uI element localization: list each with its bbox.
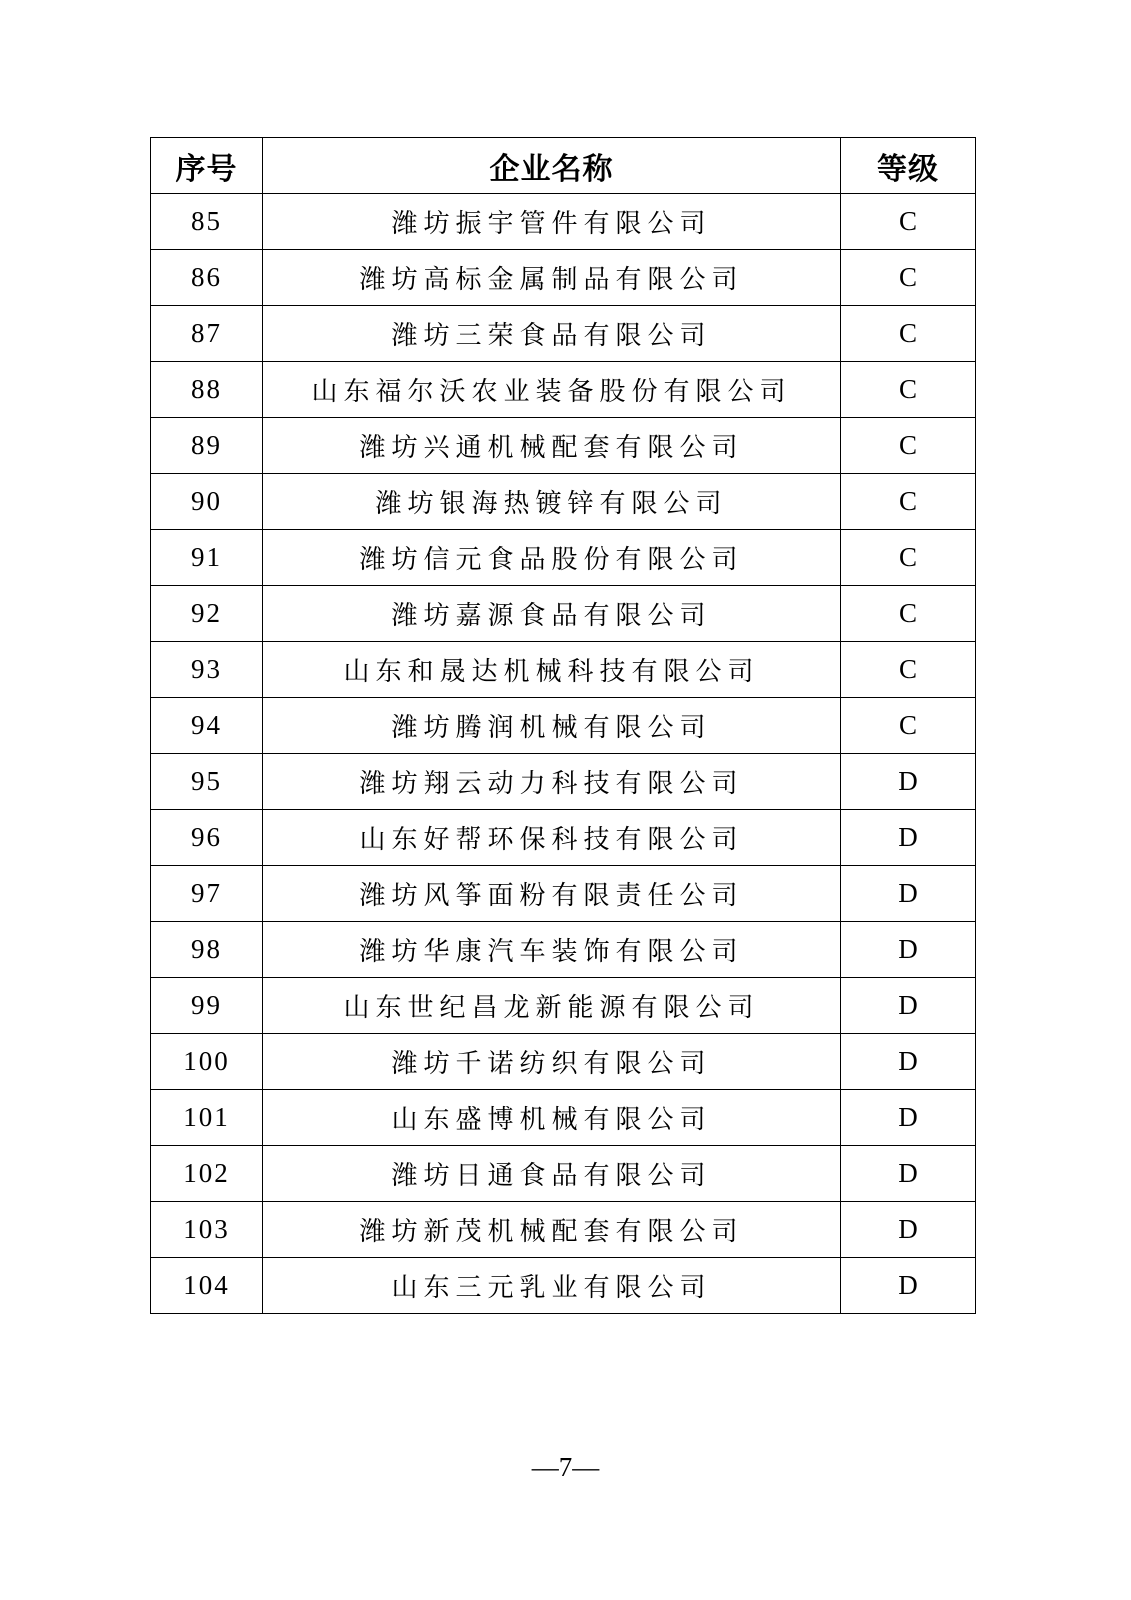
table-row [151, 194, 976, 250]
table-row [151, 866, 976, 922]
table-row [151, 250, 976, 306]
serial-number-cell: 103 [151, 1202, 263, 1258]
serial-number-cell: 101 [151, 1090, 263, 1146]
table-row [151, 418, 976, 474]
serial-number-cell: 95 [151, 754, 263, 810]
grade-cell: C [841, 586, 976, 642]
enterprise-name-cell: 山东三元乳业有限公司 [263, 1258, 841, 1314]
serial-number-cell: 96 [151, 810, 263, 866]
enterprise-name-cell: 潍坊三荣食品有限公司 [263, 306, 841, 362]
grade-cell: C [841, 362, 976, 418]
enterprise-name-cell: 潍坊翔云动力科技有限公司 [263, 754, 841, 810]
grade-cell: C [841, 642, 976, 698]
grade-cell: C [841, 306, 976, 362]
grade-cell: D [841, 866, 976, 922]
serial-number-cell: 97 [151, 866, 263, 922]
grade-cell: D [841, 978, 976, 1034]
enterprise-name-cell: 潍坊兴通机械配套有限公司 [263, 418, 841, 474]
table-row [151, 530, 976, 586]
enterprise-name-cell: 潍坊振宇管件有限公司 [263, 194, 841, 250]
table-row [151, 1034, 976, 1090]
table-row [151, 474, 976, 530]
table-row [151, 810, 976, 866]
grade-cell: D [841, 1258, 976, 1314]
grade-cell: C [841, 194, 976, 250]
table-row [151, 1202, 976, 1258]
table-row [151, 698, 976, 754]
enterprise-grade-table [150, 137, 976, 1314]
grade-cell: D [841, 754, 976, 810]
grade-cell: C [841, 474, 976, 530]
serial-number-cell: 102 [151, 1146, 263, 1202]
serial-number-cell: 98 [151, 922, 263, 978]
enterprise-name-cell: 潍坊千诺纺织有限公司 [263, 1034, 841, 1090]
table-row [151, 754, 976, 810]
enterprise-name-cell: 山东世纪昌龙新能源有限公司 [263, 978, 841, 1034]
enterprise-name-cell: 潍坊高标金属制品有限公司 [263, 250, 841, 306]
enterprise-name-cell: 潍坊信元食品股份有限公司 [263, 530, 841, 586]
header-serial-number: 序号 [151, 138, 263, 194]
page-number: —7— [531, 1452, 600, 1482]
grade-cell: D [841, 810, 976, 866]
serial-number-cell: 91 [151, 530, 263, 586]
serial-number-cell: 92 [151, 586, 263, 642]
serial-number-cell: 89 [151, 418, 263, 474]
header-grade: 等级 [841, 138, 976, 194]
serial-number-cell: 88 [151, 362, 263, 418]
enterprise-name-cell: 山东好帮环保科技有限公司 [263, 810, 841, 866]
table-row [151, 362, 976, 418]
table-row [151, 922, 976, 978]
table-row [151, 1146, 976, 1202]
table-row [151, 978, 976, 1034]
grade-cell: C [841, 530, 976, 586]
serial-number-cell: 99 [151, 978, 263, 1034]
grade-cell: D [841, 1202, 976, 1258]
enterprise-name-cell: 山东盛博机械有限公司 [263, 1090, 841, 1146]
enterprise-name-cell: 潍坊银海热镀锌有限公司 [263, 474, 841, 530]
serial-number-cell: 85 [151, 194, 263, 250]
enterprise-name-cell: 潍坊日通食品有限公司 [263, 1146, 841, 1202]
table-body [151, 194, 976, 1314]
serial-number-cell: 90 [151, 474, 263, 530]
serial-number-cell: 87 [151, 306, 263, 362]
enterprise-name-cell: 潍坊新茂机械配套有限公司 [263, 1202, 841, 1258]
grade-cell: D [841, 922, 976, 978]
table-row [151, 1258, 976, 1314]
grade-cell: C [841, 418, 976, 474]
grade-cell: D [841, 1146, 976, 1202]
table-row [151, 306, 976, 362]
enterprise-name-cell: 潍坊华康汽车装饰有限公司 [263, 922, 841, 978]
grade-cell: D [841, 1034, 976, 1090]
table-row [151, 1090, 976, 1146]
serial-number-cell: 104 [151, 1258, 263, 1314]
enterprise-name-cell: 山东和晟达机械科技有限公司 [263, 642, 841, 698]
serial-number-cell: 100 [151, 1034, 263, 1090]
grade-cell: C [841, 698, 976, 754]
serial-number-cell: 93 [151, 642, 263, 698]
enterprise-name-cell: 潍坊风筝面粉有限责任公司 [263, 866, 841, 922]
enterprise-name-cell: 潍坊嘉源食品有限公司 [263, 586, 841, 642]
grade-cell: C [841, 250, 976, 306]
table-row [151, 586, 976, 642]
grade-cell: D [841, 1090, 976, 1146]
enterprise-name-cell: 山东福尔沃农业装备股份有限公司 [263, 362, 841, 418]
header-enterprise-name: 企业名称 [263, 138, 841, 194]
enterprise-name-cell: 潍坊腾润机械有限公司 [263, 698, 841, 754]
serial-number-cell: 86 [151, 250, 263, 306]
table-row [151, 642, 976, 698]
table-header-row [151, 138, 976, 194]
serial-number-cell: 94 [151, 698, 263, 754]
